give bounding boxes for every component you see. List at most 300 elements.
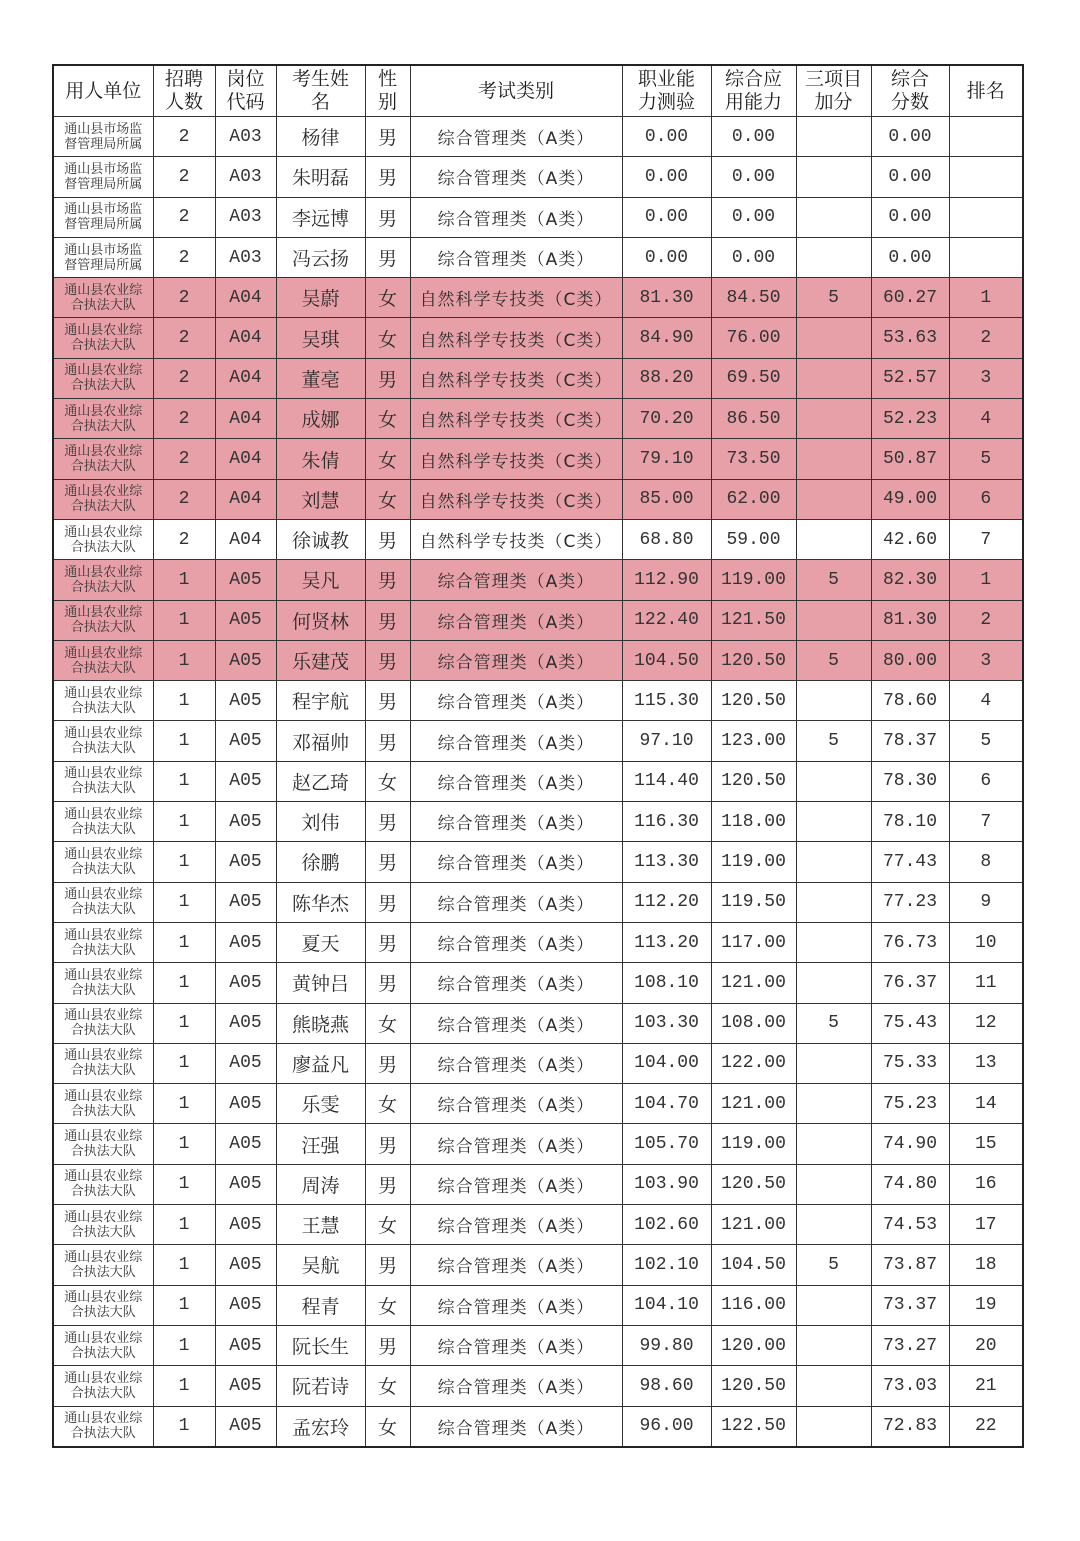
count-cell: 1 xyxy=(153,1406,215,1447)
bonus-cell: 5 xyxy=(796,1003,871,1043)
employer-unit-line: 合执法大队 xyxy=(70,781,136,797)
gender-cell: 男 xyxy=(365,1164,410,1204)
vocational-score-cell: 116.30 xyxy=(622,802,711,842)
exam-category-cell: 综合管理类（A类） xyxy=(410,1164,622,1204)
table-row xyxy=(53,318,1023,358)
employer-unit-line: 合执法大队 xyxy=(70,1305,136,1321)
vocational-score-cell: 105.70 xyxy=(622,1124,711,1164)
employer-unit-cell xyxy=(53,1003,153,1043)
post-code-cell: A04 xyxy=(215,439,276,479)
rank-cell: 13 xyxy=(949,1043,1023,1083)
applied-score-cell: 108.00 xyxy=(711,1003,796,1043)
bonus-cell xyxy=(796,922,871,962)
applied-score-cell: 119.00 xyxy=(711,842,796,882)
candidate-name-cell: 吴航 xyxy=(276,1245,365,1285)
rank-cell: 14 xyxy=(949,1084,1023,1124)
employer-unit-cell xyxy=(53,318,153,358)
employer-unit-cell xyxy=(53,1406,153,1447)
exam-category-cell: 综合管理类（A类） xyxy=(410,1406,622,1447)
employer-unit-cell xyxy=(53,721,153,761)
header-label-line: 性 xyxy=(377,68,397,90)
gender-cell: 男 xyxy=(365,721,410,761)
header-total xyxy=(871,65,949,117)
gender-cell: 男 xyxy=(365,117,410,157)
exam-category-cell: 综合管理类（A类） xyxy=(410,963,622,1003)
employer-unit-line: 通山县市场监 xyxy=(64,242,143,258)
employer-unit-line: 合执法大队 xyxy=(70,942,136,958)
bonus-cell xyxy=(796,761,871,801)
applied-score-cell: 117.00 xyxy=(711,922,796,962)
applied-score-cell: 62.00 xyxy=(711,479,796,519)
gender-cell: 男 xyxy=(365,1325,410,1365)
employer-unit-cell xyxy=(53,842,153,882)
header-label-line: 考生姓 xyxy=(291,68,349,90)
table-row xyxy=(53,237,1023,277)
header-gender xyxy=(365,65,410,117)
rank-cell: 21 xyxy=(949,1366,1023,1406)
exam-category-cell: 综合管理类（A类） xyxy=(410,721,622,761)
post-code-cell: A04 xyxy=(215,318,276,358)
exam-category-cell: 综合管理类（A类） xyxy=(410,681,622,721)
gender-cell: 男 xyxy=(365,842,410,882)
rank-cell: 8 xyxy=(949,842,1023,882)
applied-score-cell: 59.00 xyxy=(711,519,796,559)
exam-category-cell: 综合管理类（A类） xyxy=(410,1366,622,1406)
table-row xyxy=(53,117,1023,157)
rank-cell: 3 xyxy=(949,640,1023,680)
table-row xyxy=(53,721,1023,761)
candidate-name-cell: 赵乙琦 xyxy=(276,761,365,801)
count-cell: 1 xyxy=(153,1084,215,1124)
employer-unit-line: 通山县农业综 xyxy=(64,564,143,580)
applied-score-cell: 84.50 xyxy=(711,278,796,318)
bonus-cell xyxy=(796,117,871,157)
header-row xyxy=(53,65,1023,117)
post-code-cell: A05 xyxy=(215,681,276,721)
applied-score-cell: 120.50 xyxy=(711,761,796,801)
employer-unit-line: 合执法大队 xyxy=(70,741,136,757)
employer-unit-cell xyxy=(53,1084,153,1124)
vocational-score-cell: 113.30 xyxy=(622,842,711,882)
header-rank xyxy=(949,65,1023,117)
table-row xyxy=(53,802,1023,842)
rank-cell: 6 xyxy=(949,479,1023,519)
applied-score-cell: 122.50 xyxy=(711,1406,796,1447)
gender-cell: 男 xyxy=(365,963,410,1003)
count-cell: 1 xyxy=(153,1325,215,1365)
bonus-cell xyxy=(796,1285,871,1325)
employer-unit-line: 通山县农业综 xyxy=(64,1169,143,1185)
post-code-cell: A04 xyxy=(215,358,276,398)
applied-score-cell: 86.50 xyxy=(711,399,796,439)
employer-unit-line: 合执法大队 xyxy=(70,539,136,555)
gender-cell: 男 xyxy=(365,1124,410,1164)
candidate-name-cell: 夏天 xyxy=(276,922,365,962)
bonus-cell: 5 xyxy=(796,1245,871,1285)
employer-unit-cell xyxy=(53,802,153,842)
applied-score-cell: 0.00 xyxy=(711,197,796,237)
employer-unit-cell xyxy=(53,157,153,197)
total-score-cell: 74.53 xyxy=(871,1205,949,1245)
total-score-cell: 49.00 xyxy=(871,479,949,519)
candidate-name-cell: 刘慧 xyxy=(276,479,365,519)
bonus-cell xyxy=(796,1325,871,1365)
employer-unit-line: 通山县农业综 xyxy=(64,1008,143,1024)
table-row xyxy=(53,197,1023,237)
employer-unit-cell xyxy=(53,681,153,721)
post-code-cell: A03 xyxy=(215,117,276,157)
bonus-cell xyxy=(796,1205,871,1245)
vocational-score-cell: 108.10 xyxy=(622,963,711,1003)
table-row xyxy=(53,1043,1023,1083)
table-row xyxy=(53,1406,1023,1447)
post-code-cell: A04 xyxy=(215,278,276,318)
employer-unit-line: 通山县农业综 xyxy=(64,1330,143,1346)
employer-unit-line: 合执法大队 xyxy=(70,1063,136,1079)
applied-score-cell: 122.00 xyxy=(711,1043,796,1083)
count-cell: 2 xyxy=(153,117,215,157)
rank-cell: 3 xyxy=(949,358,1023,398)
employer-unit-line: 合执法大队 xyxy=(70,1184,136,1200)
bonus-cell xyxy=(796,1366,871,1406)
count-cell: 1 xyxy=(153,882,215,922)
bonus-cell xyxy=(796,519,871,559)
employer-unit-cell xyxy=(53,278,153,318)
gender-cell: 女 xyxy=(365,1366,410,1406)
candidate-name-cell: 阮长生 xyxy=(276,1325,365,1365)
header-label-line: 代码 xyxy=(226,91,265,113)
candidate-name-cell: 吴蔚 xyxy=(276,278,365,318)
table-row xyxy=(53,560,1023,600)
count-cell: 1 xyxy=(153,1285,215,1325)
employer-unit-line: 通山县农业综 xyxy=(64,726,143,742)
rank-cell: 2 xyxy=(949,600,1023,640)
bonus-cell xyxy=(796,318,871,358)
candidate-name-cell: 冯云扬 xyxy=(276,237,365,277)
header-code xyxy=(215,65,276,117)
post-code-cell: A04 xyxy=(215,519,276,559)
employer-unit-line: 通山县农业综 xyxy=(64,363,143,379)
employer-unit-cell xyxy=(53,1245,153,1285)
employer-unit-cell xyxy=(53,197,153,237)
candidate-name-cell: 李远博 xyxy=(276,197,365,237)
gender-cell: 女 xyxy=(365,278,410,318)
employer-unit-line: 通山县农业综 xyxy=(64,766,143,782)
vocational-score-cell: 85.00 xyxy=(622,479,711,519)
header-label-line: 招聘 xyxy=(164,68,203,90)
total-score-cell: 72.83 xyxy=(871,1406,949,1447)
employer-unit-cell xyxy=(53,358,153,398)
employer-unit-line: 通山县农业综 xyxy=(64,323,143,339)
rank-cell xyxy=(949,237,1023,277)
exam-category-cell: 综合管理类（A类） xyxy=(410,157,622,197)
vocational-score-cell: 114.40 xyxy=(622,761,711,801)
employer-unit-line: 合执法大队 xyxy=(70,1103,136,1119)
candidate-name-cell: 陈华杰 xyxy=(276,882,365,922)
employer-unit-line: 督管理局所属 xyxy=(64,217,143,233)
vocational-score-cell: 96.00 xyxy=(622,1406,711,1447)
header-category xyxy=(410,65,622,117)
exam-category-cell: 综合管理类（A类） xyxy=(410,640,622,680)
count-cell: 2 xyxy=(153,479,215,519)
employer-unit-line: 合执法大队 xyxy=(70,338,136,354)
applied-score-cell: 0.00 xyxy=(711,117,796,157)
bonus-cell xyxy=(796,802,871,842)
total-score-cell: 75.43 xyxy=(871,1003,949,1043)
employer-unit-cell xyxy=(53,1325,153,1365)
exam-category-cell: 综合管理类（A类） xyxy=(410,197,622,237)
employer-unit-cell xyxy=(53,1366,153,1406)
post-code-cell: A05 xyxy=(215,1084,276,1124)
rank-cell: 7 xyxy=(949,802,1023,842)
gender-cell: 男 xyxy=(365,600,410,640)
bonus-cell xyxy=(796,1084,871,1124)
employer-unit-line: 督管理局所属 xyxy=(64,257,143,273)
rank-cell: 11 xyxy=(949,963,1023,1003)
table-row xyxy=(53,1285,1023,1325)
count-cell: 1 xyxy=(153,963,215,1003)
employer-unit-line: 合执法大队 xyxy=(70,418,136,434)
total-score-cell: 60.27 xyxy=(871,278,949,318)
header-unit xyxy=(53,65,153,117)
total-score-cell: 78.30 xyxy=(871,761,949,801)
bonus-cell: 5 xyxy=(796,640,871,680)
gender-cell: 男 xyxy=(365,519,410,559)
table-row xyxy=(53,1325,1023,1365)
employer-unit-cell xyxy=(53,963,153,1003)
table-row xyxy=(53,519,1023,559)
bonus-cell xyxy=(796,479,871,519)
exam-category-cell: 综合管理类（A类） xyxy=(410,842,622,882)
candidate-name-cell: 吴凡 xyxy=(276,560,365,600)
count-cell: 2 xyxy=(153,197,215,237)
exam-category-cell: 自然科学专技类（C类） xyxy=(410,439,622,479)
count-cell: 1 xyxy=(153,802,215,842)
employer-unit-line: 合执法大队 xyxy=(70,1426,136,1442)
applied-score-cell: 69.50 xyxy=(711,358,796,398)
candidate-name-cell: 吴琪 xyxy=(276,318,365,358)
exam-category-cell: 自然科学专技类（C类） xyxy=(410,318,622,358)
count-cell: 1 xyxy=(153,1164,215,1204)
employer-unit-line: 合执法大队 xyxy=(70,1385,136,1401)
rank-cell: 6 xyxy=(949,761,1023,801)
candidate-name-cell: 黄钟吕 xyxy=(276,963,365,1003)
total-score-cell: 77.43 xyxy=(871,842,949,882)
post-code-cell: A05 xyxy=(215,922,276,962)
rank-cell: 4 xyxy=(949,681,1023,721)
bonus-cell xyxy=(796,157,871,197)
exam-category-cell: 综合管理类（A类） xyxy=(410,882,622,922)
employer-unit-line: 合执法大队 xyxy=(70,821,136,837)
post-code-cell: A03 xyxy=(215,157,276,197)
post-code-cell: A05 xyxy=(215,560,276,600)
post-code-cell: A05 xyxy=(215,600,276,640)
gender-cell: 男 xyxy=(365,358,410,398)
table-row xyxy=(53,479,1023,519)
post-code-cell: A05 xyxy=(215,640,276,680)
gender-cell: 男 xyxy=(365,560,410,600)
score-document xyxy=(52,64,1024,1448)
applied-score-cell: 121.00 xyxy=(711,963,796,1003)
header-bonus xyxy=(796,65,871,117)
applied-score-cell: 121.00 xyxy=(711,1205,796,1245)
employer-unit-line: 合执法大队 xyxy=(70,499,136,515)
post-code-cell: A05 xyxy=(215,1285,276,1325)
gender-cell: 男 xyxy=(365,681,410,721)
vocational-score-cell: 104.00 xyxy=(622,1043,711,1083)
total-score-cell: 0.00 xyxy=(871,197,949,237)
employer-unit-line: 督管理局所属 xyxy=(64,176,143,192)
count-cell: 1 xyxy=(153,1205,215,1245)
total-score-cell: 76.73 xyxy=(871,922,949,962)
vocational-score-cell: 103.30 xyxy=(622,1003,711,1043)
candidate-name-cell: 熊晓燕 xyxy=(276,1003,365,1043)
header-label-line: 排名 xyxy=(966,79,1005,102)
total-score-cell: 0.00 xyxy=(871,237,949,277)
employer-unit-line: 通山县市场监 xyxy=(64,202,143,218)
exam-category-cell: 综合管理类（A类） xyxy=(410,1084,622,1124)
gender-cell: 女 xyxy=(365,439,410,479)
post-code-cell: A05 xyxy=(215,1366,276,1406)
exam-category-cell: 综合管理类（A类） xyxy=(410,1325,622,1365)
total-score-cell: 74.90 xyxy=(871,1124,949,1164)
applied-score-cell: 104.50 xyxy=(711,1245,796,1285)
bonus-cell: 5 xyxy=(796,278,871,318)
employer-unit-line: 合执法大队 xyxy=(70,1264,136,1280)
gender-cell: 女 xyxy=(365,1003,410,1043)
exam-category-cell: 综合管理类（A类） xyxy=(410,600,622,640)
employer-unit-cell xyxy=(53,600,153,640)
candidate-name-cell: 徐诚教 xyxy=(276,519,365,559)
candidate-name-cell: 邓福帅 xyxy=(276,721,365,761)
vocational-score-cell: 99.80 xyxy=(622,1325,711,1365)
rank-cell: 10 xyxy=(949,922,1023,962)
header-label-line: 分数 xyxy=(890,91,929,113)
employer-unit-cell xyxy=(53,519,153,559)
employer-unit-line: 合执法大队 xyxy=(70,459,136,475)
applied-score-cell: 121.00 xyxy=(711,1084,796,1124)
gender-cell: 男 xyxy=(365,640,410,680)
employer-unit-line: 合执法大队 xyxy=(70,902,136,918)
vocational-score-cell: 113.20 xyxy=(622,922,711,962)
total-score-cell: 0.00 xyxy=(871,157,949,197)
employer-unit-line: 合执法大队 xyxy=(70,1144,136,1160)
candidate-name-cell: 乐雯 xyxy=(276,1084,365,1124)
employer-unit-line: 通山县农业综 xyxy=(64,1048,143,1064)
header-label-line: 别 xyxy=(377,91,397,113)
candidate-name-cell: 成娜 xyxy=(276,399,365,439)
employer-unit-cell xyxy=(53,640,153,680)
total-score-cell: 73.03 xyxy=(871,1366,949,1406)
employer-unit-line: 合执法大队 xyxy=(70,660,136,676)
vocational-score-cell: 103.90 xyxy=(622,1164,711,1204)
employer-unit-cell xyxy=(53,560,153,600)
employer-unit-line: 通山县农业综 xyxy=(64,282,143,298)
exam-category-cell: 综合管理类（A类） xyxy=(410,1205,622,1245)
count-cell: 1 xyxy=(153,721,215,761)
employer-unit-line: 通山县农业综 xyxy=(64,1370,143,1386)
candidate-name-cell: 朱倩 xyxy=(276,439,365,479)
applied-score-cell: 120.50 xyxy=(711,640,796,680)
table-row xyxy=(53,439,1023,479)
employer-unit-cell xyxy=(53,1124,153,1164)
employer-unit-cell xyxy=(53,117,153,157)
vocational-score-cell: 70.20 xyxy=(622,399,711,439)
header-label-line: 考试类别 xyxy=(477,79,554,102)
employer-unit-line: 通山县农业综 xyxy=(64,887,143,903)
total-score-cell: 52.23 xyxy=(871,399,949,439)
count-cell: 1 xyxy=(153,922,215,962)
post-code-cell: A05 xyxy=(215,842,276,882)
table-body xyxy=(53,117,1023,1447)
employer-unit-line: 通山县农业综 xyxy=(64,685,143,701)
total-score-cell: 76.37 xyxy=(871,963,949,1003)
exam-score-table xyxy=(52,64,1024,1448)
table-row xyxy=(53,1164,1023,1204)
applied-score-cell: 121.50 xyxy=(711,600,796,640)
bonus-cell xyxy=(796,237,871,277)
vocational-score-cell: 112.90 xyxy=(622,560,711,600)
total-score-cell: 74.80 xyxy=(871,1164,949,1204)
header-label-line: 用能力 xyxy=(724,91,782,113)
post-code-cell: A05 xyxy=(215,1124,276,1164)
rank-cell: 16 xyxy=(949,1164,1023,1204)
bonus-cell xyxy=(796,439,871,479)
count-cell: 2 xyxy=(153,439,215,479)
bonus-cell xyxy=(796,1043,871,1083)
total-score-cell: 75.23 xyxy=(871,1084,949,1124)
table-row xyxy=(53,681,1023,721)
table-row xyxy=(53,358,1023,398)
post-code-cell: A05 xyxy=(215,802,276,842)
employer-unit-cell xyxy=(53,399,153,439)
vocational-score-cell: 79.10 xyxy=(622,439,711,479)
applied-score-cell: 123.00 xyxy=(711,721,796,761)
bonus-cell xyxy=(796,1406,871,1447)
exam-category-cell: 综合管理类（A类） xyxy=(410,1043,622,1083)
total-score-cell: 73.27 xyxy=(871,1325,949,1365)
table-row xyxy=(53,399,1023,439)
exam-category-cell: 自然科学专技类（C类） xyxy=(410,358,622,398)
gender-cell: 男 xyxy=(365,157,410,197)
count-cell: 1 xyxy=(153,600,215,640)
total-score-cell: 78.37 xyxy=(871,721,949,761)
employer-unit-cell xyxy=(53,922,153,962)
gender-cell: 女 xyxy=(365,318,410,358)
table-row xyxy=(53,278,1023,318)
vocational-score-cell: 0.00 xyxy=(622,237,711,277)
rank-cell: 7 xyxy=(949,519,1023,559)
applied-score-cell: 120.00 xyxy=(711,1325,796,1365)
post-code-cell: A04 xyxy=(215,399,276,439)
employer-unit-line: 通山县市场监 xyxy=(64,161,143,177)
bonus-cell xyxy=(796,681,871,721)
total-score-cell: 75.33 xyxy=(871,1043,949,1083)
header-label-line: 岗位 xyxy=(226,68,265,90)
count-cell: 2 xyxy=(153,157,215,197)
employer-unit-line: 合执法大队 xyxy=(70,378,136,394)
employer-unit-line: 通山县农业综 xyxy=(64,1088,143,1104)
applied-score-cell: 76.00 xyxy=(711,318,796,358)
total-score-cell: 78.60 xyxy=(871,681,949,721)
gender-cell: 女 xyxy=(365,761,410,801)
bonus-cell: 5 xyxy=(796,721,871,761)
gender-cell: 女 xyxy=(365,1084,410,1124)
rank-cell: 2 xyxy=(949,318,1023,358)
vocational-score-cell: 0.00 xyxy=(622,117,711,157)
exam-category-cell: 综合管理类（A类） xyxy=(410,1285,622,1325)
candidate-name-cell: 徐鹏 xyxy=(276,842,365,882)
